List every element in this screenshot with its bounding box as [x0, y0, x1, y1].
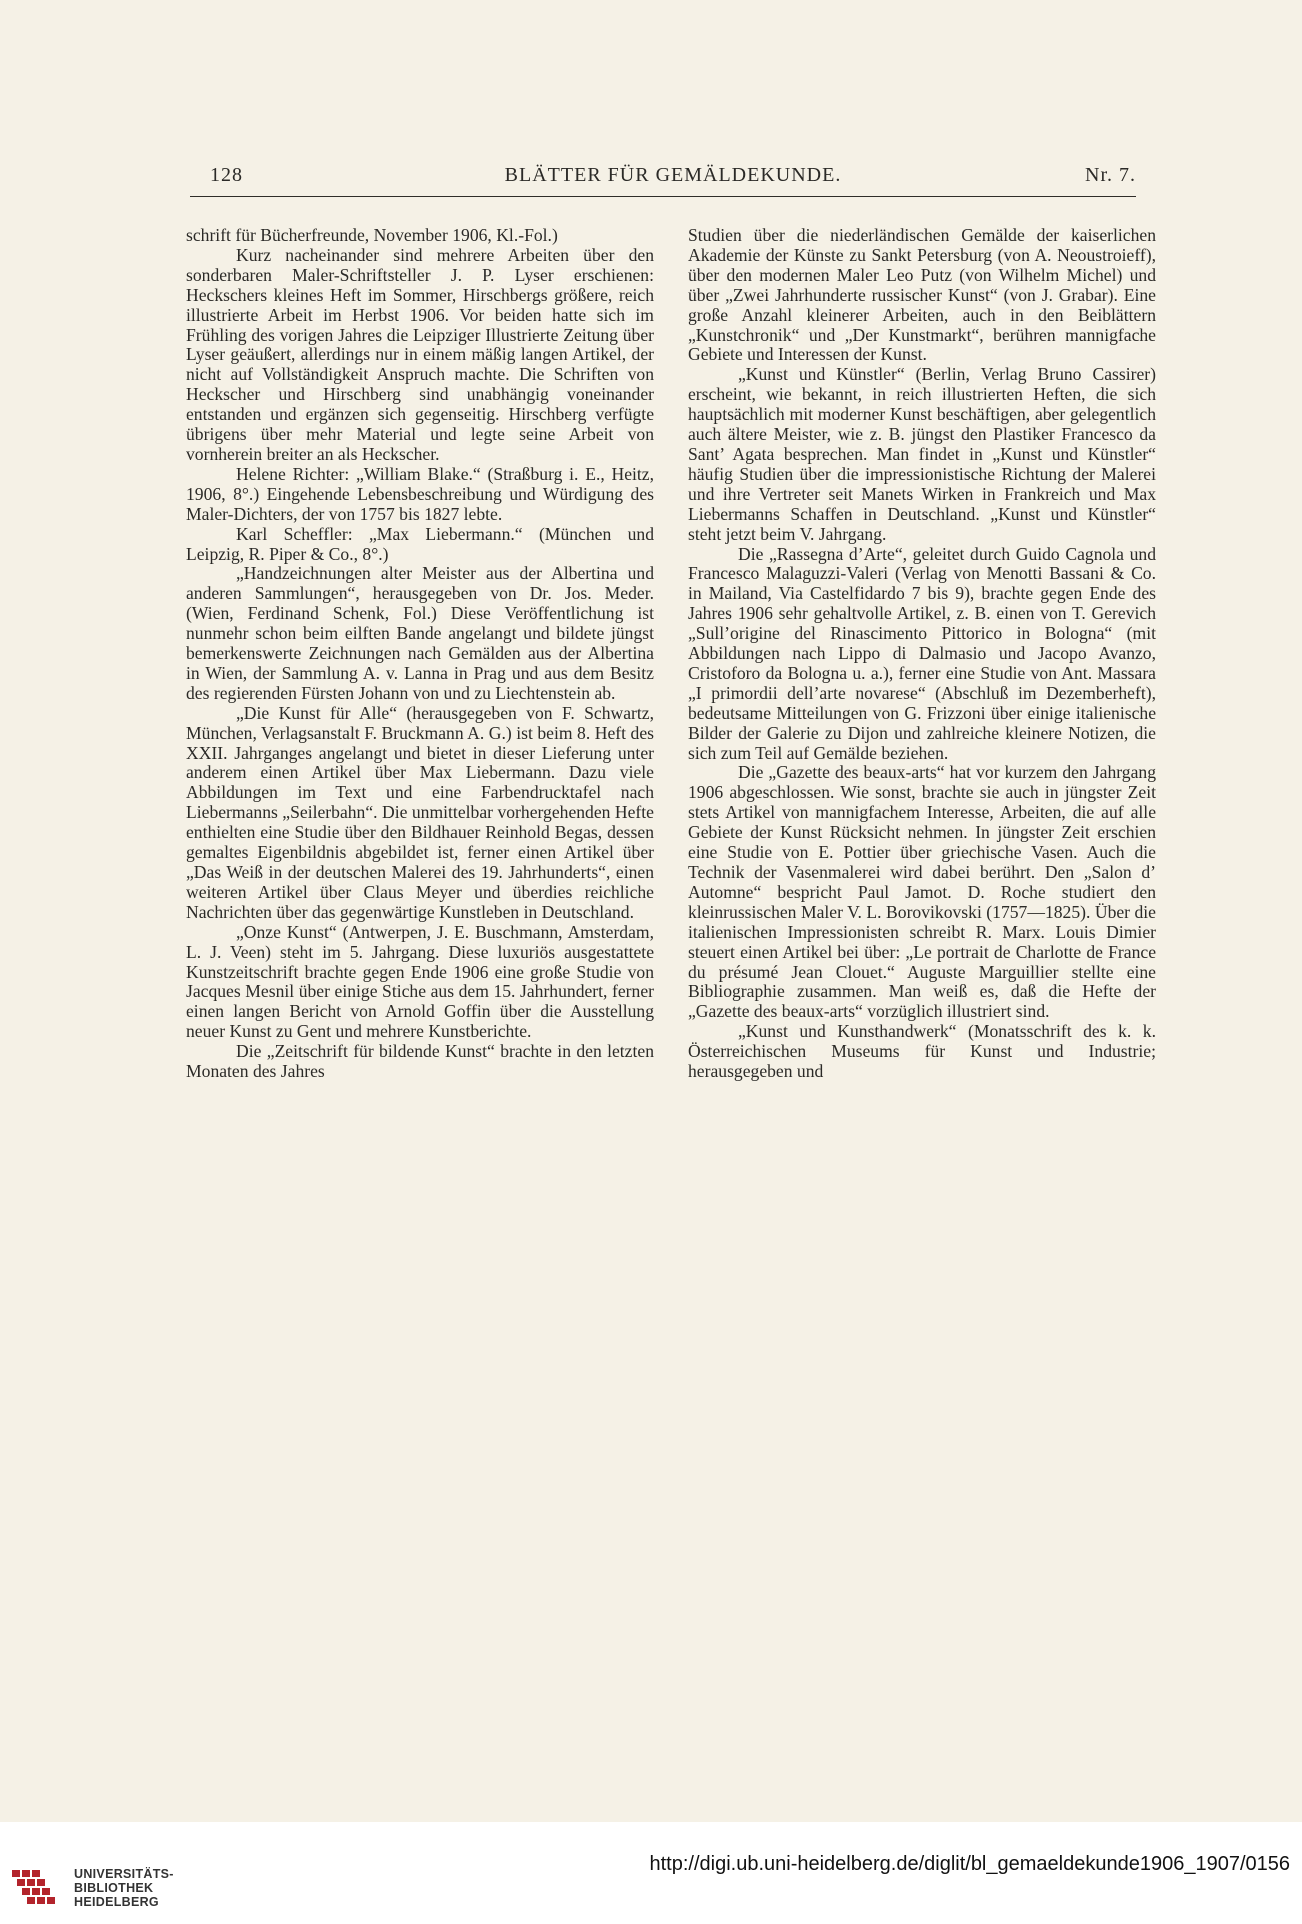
institution-line: BIBLIOTHEK [74, 1881, 154, 1895]
paragraph: „Die Kunst für Alle“ (herausgegeben von F. Schwartz, München, Verlagsanstalt F. Bruckmann A. G.) ist beim 8. Heft des XXII. Jahrganges angelangt und bietet in dieser Lieferung unter anderem einen Artikel über Max Liebermann. Dazu viele Abbildungen im Text und eine Farbendrucktafel nach Liebermanns „Seilerbahn“. Die unmittelbar vorhergehenden Hefte enthielten eine Studie über den Bildhauer Reinhold Begas, dessen gemaltes Eigenbildnis abgebildet ist, ferner einen Artikel über „Das Weiß in der deutschen Malerei des 19. Jahrhunderts“, einen weiteren Artikel über Claus Meyer und überdies reichliche Nachrichten über das gegenwärtige Kunstleben in Deutschland. [186, 702, 654, 922]
paragraph: Kurz nacheinander sind mehrere Arbeiten über den sonderbaren Maler-Schriftsteller J. P. Lyser erschienen: Heckschers kleines Heft im Sommer, Hirschbergs größere, reich illustrierte Arbeit im Herbst 1906. Vor beiden hatte sich im Frühling des vorigen Jahres die Leipziger Illustrierte Zeitung über Lyser geäußert, allerdings nur in einem mäßig langen Artikel, der nicht auf Vollständigkeit Anspruch machte. Die Schriften von Heckscher und Hirschberg sind unabhängig voneinander entstanden und ergänzen sich gegenseitig. Hirschberg verfügte übrigens über mehr Material und legte seine Arbeit von vornherein breiter an als Heckscher. [186, 244, 654, 464]
university-library-logo-icon [10, 1866, 66, 1908]
institution-line: HEIDELBERG [74, 1895, 159, 1909]
institution-line: UNIVERSITÄTS- [74, 1867, 174, 1881]
paragraph: schrift für Bücherfreunde, November 1906, Kl.-Fol.) [186, 225, 558, 245]
text-column-left [186, 226, 654, 1082]
paragraph: Studien über die niederländischen Gemälde der kaiserlichen Akademie der Künste zu Sankt Petersburg (von A. Neoustroieff), über den modernen Maler Leo Putz (von Wilhelm Michel) und über „Zwei Jahrhunderte russischer Kunst“ (von J. Grabar). Eine große Anzahl kleinerer Arbeiten, auch in den Beiblättern „Kunstchronik“ und „Der Kunstmarkt“, berühren mannigfache Gebiete und Interessen der Kunst. [688, 225, 1156, 365]
running-head [210, 164, 1136, 198]
paragraph: Die „Gazette des beaux-arts“ hat vor kurzem den Jahrgang 1906 abgeschlossen. Wie sonst, brachte sie auch in jüngster Zeit stets Artikel von mannigfachem Interesse, Arbeiten, die auf alle Gebiete der Kunst Rücksicht nehmen. In jüngster Zeit erschien eine Studie von E. Pottier über griechische Vasen. Auch die Technik der Vasenmalerei wird dabei berührt. Den „Salon d’ Automne“ bespricht Paul Jamot. D. Roche studiert den kleinrussischen Maler V. L. Borovikovski (1757—1825). Über die italienischen Impressionisten schreibt R. Marx. Louis Dimier steuert einen Artikel bei über: „Le portrait de Charlotte de France du présumé Jean Clouet.“ Auguste Marguillier stellte eine Bibliographie zusammen. Man weiß es, daß die Hefte der „Gazette des beaux-arts“ vorzüglich illustriert sind. [688, 762, 1156, 1022]
paragraph: „Kunst und Kunsthandwerk“ (Monatsschrift des k. k. Österreichischen Museums für Kunst und Industrie; herausgegeben und [688, 1021, 1156, 1082]
paragraph: Helene Richter: „William Blake.“ (Straßburg i. E., Heitz, 1906, 8°.) Eingehende Lebensbeschreibung und Würdigung des Maler-Dichters, der von 1757 bis 1827 lebte. [186, 463, 654, 524]
source-url-link[interactable]: http://digi.ub.uni-heidelberg.de/diglit/bl_gemaeldekunde1906_1907/0156 [649, 1853, 1290, 1875]
paragraph: Die „Rassegna d’Arte“, geleitet durch Guido Cagnola und Francesco Malaguzzi-Valeri (Verlag von Menotti Bassani & Co. in Mailand, Via Castelfidardo 7 bis 9), brachte gegen Ende des Jahres 1906 sehr gehaltvolle Artikel, z. B. einen von T. Gerevich „Sull’origine del Rinascimento Pittorico in Bologna“ (mit Abbildungen nach Lippo di Dalmasio und Jacopo Avanzo, Cristoforo da Bologna u. a.), ferner eine Studie von Ant. Massara „I primordii dell’arte novarese“ (Abschluß im Dezemberheft), bedeutsame Mitteilungen von G. Frizzoni über einige italienische Bilder der Galerie zu Dijon und zahlreiche kleinere Notizen, die sich zum Teil auf Gemälde beziehen. [688, 543, 1156, 763]
paragraph: „Onze Kunst“ (Antwerpen, J. E. Buschmann, Amsterdam, L. J. Veen) steht im 5. Jahrgang. Diese luxuriös ausgestattete Kunstzeitschrift brachte gegen Ende 1906 eine große Studie von Jacques Mesnil über einige Stiche aus dem 15. Jahrhundert, ferner einen langen Bericht von Arnold Goffin über die Ausstellung neuer Kunst zu Gent und mehrere Kunstberichte. [186, 921, 654, 1042]
paragraph: „Handzeichnungen alter Meister aus der Albertina und anderen Sammlungen“, herausgegeben von Dr. Jos. Meder. (Wien, Ferdinand Schenk, Fol.) Diese Veröffentlichung ist nunmehr schon beim eilften Bande angelangt und bildete jüngst bemerkenswerte Zeichnungen nach Gemälden aus der Albertina in Wien, der Sammlung A. v. Lanna in Prag und aus dem Besitz des regierenden Fürsten Johann von und zu Liechtenstein ab. [186, 563, 654, 703]
paragraph: Die „Zeitschrift für bildende Kunst“ brachte in den letzten Monaten des Jahres [186, 1041, 654, 1082]
paragraph: Karl Scheffler: „Max Liebermann.“ (München und Leipzig, R. Piper & Co., 8°.) [186, 523, 654, 564]
institution-name [74, 1867, 174, 1909]
issue-number: Nr. 7. [1085, 164, 1136, 186]
page-number: 128 [210, 164, 243, 186]
header-rule [190, 196, 1136, 197]
text-column-right [688, 226, 1156, 1082]
journal-title: BLÄTTER FÜR GEMÄLDEKUNDE. [504, 164, 842, 186]
paragraph: „Kunst und Künstler“ (Berlin, Verlag Bruno Cassirer) erscheint, wie bekannt, in reich illustrierten Heften, die sich hauptsächlich mit moderner Kunst beschäftigen, aber gelegentlich auch ältere Meister, wie z. B. jüngst den Plastiker Francesco da Sant’ Agata besprechen. Man findet in „Kunst und Künstler“ häufig Studien über die impressionistische Richtung der Malerei und ihre Vertreter seit Manets Wirken in Frankreich und Max Liebermanns Schaffen in Deutschland. „Kunst und Künstler“ steht jetzt beim V. Jahrgang. [688, 364, 1156, 544]
